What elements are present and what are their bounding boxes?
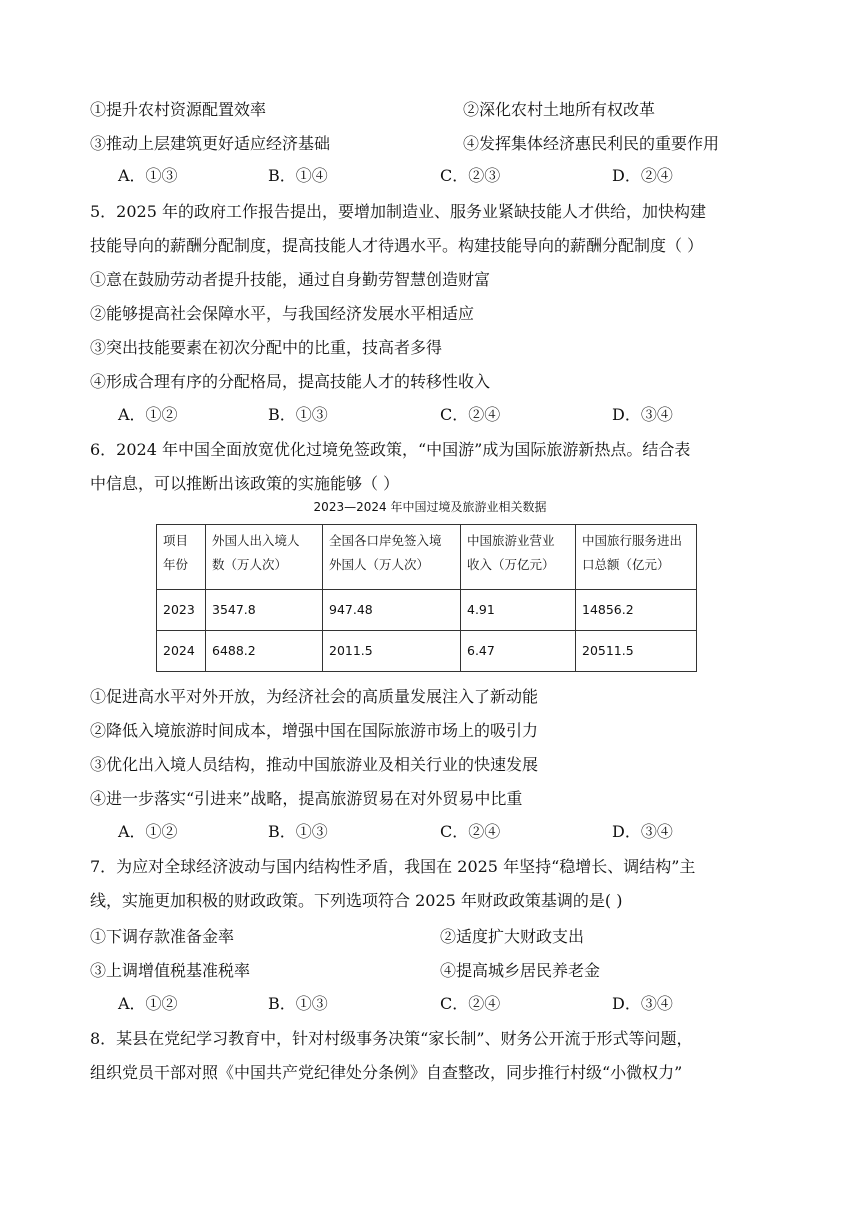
table-cell: 20511.5 [576, 631, 697, 672]
q7-item-1: ①下调存款准备金率 [90, 927, 235, 946]
q5-stem-line-2: 技能导向的薪酬分配制度，提高技能人才待遇水平。构建技能导向的薪酬分配制度（ ） [90, 236, 704, 255]
data-table [156, 524, 697, 672]
q6-stem-line-1: 6．2024 年中国全面放宽优化过境免签政策，“中国游”成为国际旅游新热点。结合表 [90, 440, 691, 459]
q4-option-b[interactable]: B．①④ [268, 166, 328, 185]
table-cell: 2011.5 [323, 631, 461, 672]
q7-stem-line-1: 7．为应对全球经济波动与国内结构性矛盾，我国在 2025 年坚持“稳增长、调结构”主 [90, 857, 696, 876]
q6-stem-line-2: 中信息，可以推断出该政策的实施能够（ ） [90, 474, 400, 493]
q6-item-4: ④进一步落实“引进来”战略，提高旅游贸易在对外贸易中比重 [90, 789, 523, 808]
q8-stem-line-2: 组织党员干部对照《中国共产党纪律处分条例》自查整改，同步推行村级“小微权力” [90, 1063, 683, 1082]
q5-option-c[interactable]: C．②④ [440, 405, 501, 424]
q4-item-4: ④发挥集体经济惠民利民的重要作用 [463, 134, 720, 153]
q4-option-d[interactable]: D．②④ [612, 166, 673, 185]
q6-option-a[interactable]: A．①② [118, 822, 178, 841]
q7-option-c[interactable]: C．②④ [440, 994, 501, 1013]
q5-option-d[interactable]: D．③④ [612, 405, 673, 424]
table-cell: 6.47 [461, 631, 576, 672]
q7-item-3: ③上调增值税基准税率 [90, 961, 251, 980]
q5-item-4: ④形成合理有序的分配格局，提高技能人才的转移性收入 [90, 372, 491, 391]
q5-option-b[interactable]: B．①③ [268, 405, 328, 424]
q6-item-3: ③优化出入境人员结构，推动中国旅游业及相关行业的快速发展 [90, 755, 539, 774]
q6-option-d[interactable]: D．③④ [612, 822, 673, 841]
table-cell: 2023 [157, 590, 206, 631]
q6-item-2: ②降低入境旅游时间成本，增强中国在国际旅游市场上的吸引力 [90, 721, 539, 740]
header-cell-tourism-revenue: 中国旅游业营业 收入（万亿元） [461, 525, 576, 590]
header-cell-foreigners: 外国人出入境人 数（万人次） [206, 525, 323, 590]
table-cell: 6488.2 [206, 631, 323, 672]
q7-item-4: ④提高城乡居民养老金 [440, 961, 601, 980]
header-cell-travel-trade: 中国旅行服务进出 口总额（亿元） [576, 525, 697, 590]
q7-stem-line-2: 线，实施更加积极的财政政策。下列选项符合 2025 年财政政策基调的是( ) [90, 891, 623, 910]
table-cell: 3547.8 [206, 590, 323, 631]
q5-item-2: ②能够提高社会保障水平，与我国经济发展水平相适应 [90, 304, 475, 323]
q5-option-a[interactable]: A．①② [118, 405, 178, 424]
q4-option-c[interactable]: C．②③ [440, 166, 501, 185]
table-cell: 947.48 [323, 590, 461, 631]
q7-options [118, 991, 738, 1013]
q6-item-1: ①促进高水平对外开放，为经济社会的高质量发展注入了新动能 [90, 687, 539, 706]
q5-options [118, 402, 738, 424]
header-cell-item-year: 项目 年份 [157, 525, 206, 590]
table-cell: 2024 [157, 631, 206, 672]
q7-option-b[interactable]: B．①③ [268, 994, 328, 1013]
q5-stem-line-1: 5．2025 年的政府工作报告提出，要增加制造业、服务业紧缺技能人才供给，加快构建 [90, 202, 706, 221]
q4-item-1: ①提升农村资源配置效率 [90, 100, 267, 119]
q4-item-2: ②深化农村土地所有权改革 [463, 100, 656, 119]
q7-item-2: ②适度扩大财政支出 [440, 927, 585, 946]
q4-options [118, 163, 738, 185]
table-row [157, 590, 697, 631]
table-cell: 4.91 [461, 590, 576, 631]
table-title: 2023—2024 年中国过境及旅游业相关数据 [313, 500, 547, 514]
table-header-row [157, 525, 697, 590]
q5-item-3: ③突出技能要素在初次分配中的比重，技高者多得 [90, 338, 443, 357]
q5-item-1: ①意在鼓励劳动者提升技能，通过自身勤劳智慧创造财富 [90, 270, 491, 289]
q8-stem-line-1: 8．某县在党纪学习教育中，针对村级事务决策“家长制”、财务公开流于形式等问题， [90, 1029, 693, 1048]
q4-item-3: ③推动上层建筑更好适应经济基础 [90, 134, 331, 153]
q7-option-a[interactable]: A．①② [118, 994, 178, 1013]
q4-option-a[interactable]: A．①③ [118, 166, 178, 185]
q6-option-b[interactable]: B．①③ [268, 822, 328, 841]
table-cell: 14856.2 [576, 590, 697, 631]
q6-options [118, 819, 738, 841]
q6-option-c[interactable]: C．②④ [440, 822, 501, 841]
header-cell-visa-free: 全国各口岸免签入境 外国人（万人次） [323, 525, 461, 590]
q7-option-d[interactable]: D．③④ [612, 994, 673, 1013]
table-row [157, 631, 697, 672]
